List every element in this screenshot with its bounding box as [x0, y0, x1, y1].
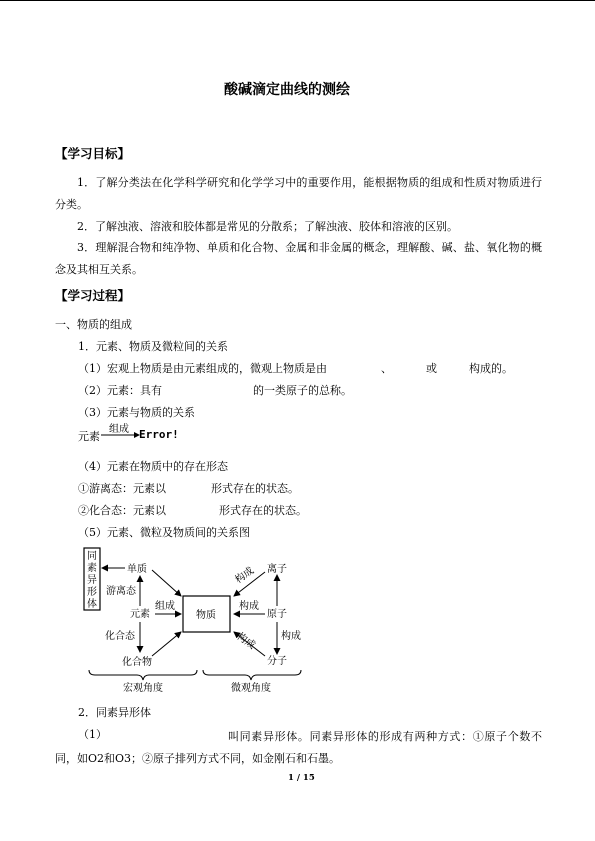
- node-compound: 化合物: [122, 657, 152, 668]
- allotrope-char: 素: [87, 563, 97, 574]
- process-heading: 【学习过程】: [55, 288, 131, 303]
- relation-diagram: [75, 544, 315, 696]
- allotrope-char: 形: [87, 587, 97, 598]
- line-combined-state-start: ②化合态：元素以: [78, 504, 166, 517]
- header-rule: [0, 0, 595, 1]
- formula-left: 元素: [78, 430, 100, 443]
- label-constitute-molecule: 构成: [234, 631, 258, 652]
- line-element-def-end: 的一类原子的总称。: [253, 384, 352, 397]
- line-macro-micro-start: （1）宏观上物质是由元素组成的，微观上物质是由: [78, 362, 327, 375]
- line-macro-micro-or: 或: [426, 362, 437, 375]
- micro-brace: [203, 670, 301, 680]
- line-free-state-start: ①游离态：元素以: [78, 482, 166, 495]
- label-free-state: 游离态: [106, 586, 136, 597]
- label-macro: 宏观角度: [123, 683, 163, 694]
- node-ion: 离子: [267, 564, 287, 575]
- line-relation-diagram: （5）元素、微粒及物质间的关系图: [78, 526, 250, 539]
- line-combined-state-end: 形式存在的状态。: [219, 504, 307, 517]
- node-substance: 物质: [196, 610, 216, 621]
- node-element: 元素: [130, 609, 150, 620]
- line-existence-forms: （4）元素在物质中的存在形态: [78, 460, 228, 473]
- goal-item-2: 2．了解浊液、溶液和胶体都是常见的分散系；了解浊液、胶体和溶液的区别。: [77, 220, 458, 233]
- goal-item-1: 1．了解分类法在化学科学研究和化学学习中的重要作用，能根据物质的组成和性质对物质进行分类。: [55, 176, 542, 211]
- goal-item-3: 3．理解混合物和纯净物、单质和化合物、金属和非金属的概念，理解酸、碱、盐、氧化物的概念及其相互关系。: [55, 241, 542, 276]
- line-allotrope-prefix: （1）: [78, 728, 107, 741]
- formula-error: Error!: [139, 428, 179, 441]
- label-combined-state: 化合态: [105, 631, 135, 642]
- section-heading-composition: 一、物质的组成: [55, 318, 132, 331]
- label-constitute-atom-molecule: 构成: [281, 631, 301, 642]
- line-free-state-end: 形式存在的状态。: [211, 482, 299, 495]
- line-element-substance: （3）元素与物质的关系: [78, 406, 195, 419]
- formula-label: 组成: [109, 424, 129, 435]
- subheading-allotropes: 2．同素异形体: [78, 706, 151, 719]
- goals-heading: 【学习目标】: [55, 146, 131, 161]
- allotrope-char: 同: [87, 551, 97, 562]
- line-allotrope-definition: 叫同素异形体。同素异形体的形成有两种方式：①原子个数不同，如O2和O3；②原子排列方式不同，如金刚石和石墨。: [55, 730, 542, 765]
- label-constitute-atom: 构成: [239, 601, 259, 612]
- label-compose: 组成: [155, 601, 175, 612]
- line-element-def-start: （2）元素：具有: [78, 384, 162, 397]
- allotrope-char: 体: [87, 599, 97, 610]
- subheading-relations: 1．元素、物质及微粒间的关系: [78, 340, 228, 353]
- line-macro-micro-end: 构成的。: [469, 362, 513, 375]
- formula-arrow: [100, 428, 140, 442]
- node-atom: 原子: [267, 609, 287, 620]
- allotrope-char: 异: [87, 575, 97, 586]
- node-molecule: 分子: [267, 656, 287, 667]
- line-macro-micro-sep: 、: [381, 362, 392, 375]
- node-simple-substance: 单质: [127, 564, 147, 575]
- macro-brace: [89, 670, 197, 680]
- label-constitute-ion: 构成: [233, 565, 257, 586]
- label-micro: 微观角度: [231, 683, 271, 694]
- page-number: 1 / 15: [288, 773, 315, 783]
- page-title: 酸碱滴定曲线的测绘: [224, 82, 350, 98]
